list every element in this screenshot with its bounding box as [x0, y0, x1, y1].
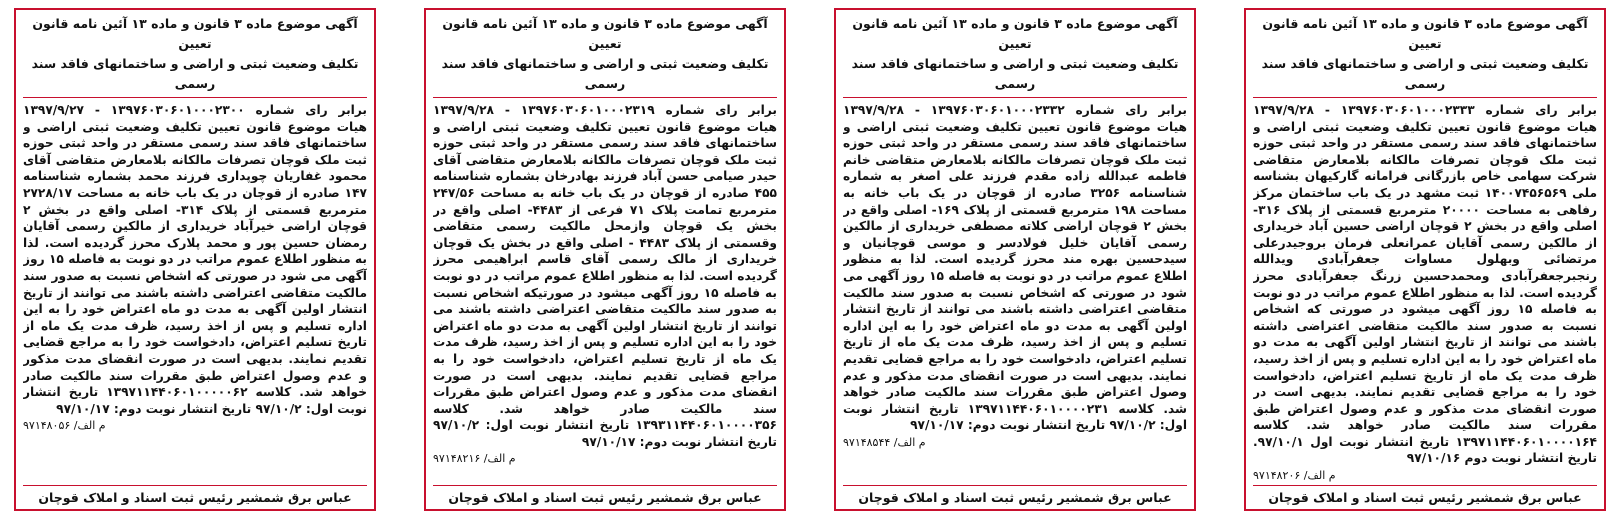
notice-ref: م الف/ ۹۷۱۴۸۲۱۶	[433, 452, 516, 466]
notice-title	[1253, 14, 1597, 98]
notice-body	[1253, 102, 1597, 482]
notice-ref: م الف/ ۹۷۱۴۸۲۰۶	[1253, 469, 1336, 482]
notice-title-line-1: آگهی موضوع ماده ۳ قانون و ماده ۱۳ آئین نامه قانون تعیین	[32, 16, 358, 51]
notice-signature: عباس برق شمشیر رئیس ثبت اسناد و املاک قوچان	[433, 485, 777, 505]
notice-title-line-2: تکلیف وضعیت ثبتی و اراضی و ساختمانهای فاقد سند رسمی	[441, 56, 769, 91]
notice-title	[23, 14, 367, 98]
notice-2	[834, 8, 1196, 511]
notice-body	[433, 102, 777, 482]
notice-1	[1244, 8, 1606, 511]
notice-title-line-2: تکلیف وضعیت ثبتی و اراضی و ساختمانهای فاقد سند رسمی	[31, 56, 359, 91]
notice-text: برابر رای شماره ۱۳۹۷۶۰۳۰۶۰۱۰۰۰۲۳۰۰ - ۱۳۹۷/۹/۲۷ هیات موضوع قانون تعیین تکلیف وضعیت ثبتی اراضی و ساختمانهای فاقد سند رسمی مستقر در واحد ثبتی حوزه ثبت ملک قوچان تصرفات مالکانه بلامعارض متقاضی آقای محمود غفاریان چوپداری فرزند محمد بشماره شناسنامه ۱۴۷ صادره از قوچان در یک باب خانه به مساحت ۲۷۲۸/۱۷ مترمربع قسمتی از پلاک ۳۱۴- اصلی واقع در بخش ۲ قوچان اراضی خیرآباد خریداری از مالکین رسمی آقایان رمضان حسین پور و محمد پلارک محرز گردیده است. لذا به منظور اطلاع عموم مراتب در دو نوبت به فاصله ۱۵ روز آگهی می شود در صورتی که اشخاص نسبت به صدور سند مالکیت متقاضی اعتراضی داشته باشند می توانند از تاریخ انتشار اولین آگهی به مدت دو ماه اعتراض خود را به این اداره تسلیم و پس از اخذ رسید، ظرف مدت یک ماه از تاریخ تسلیم اعتراض، دادخواست خود را به مراجع قضایی تقدیم نمایند. بدیهی است در صورت انقضای مدت مذکور و عدم وصول اعتراض طبق مقررات سند مالکیت صادر خواهد شد. کلاسه ۱۳۹۷۱۱۴۴۰۶۰۱۰۰۰۰۰۶۲ تاریخ انتشار نوبت اول: ۹۷/۱۰/۲ تاریخ انتشار نوبت دوم: ۹۷/۱۰/۱۷	[23, 103, 367, 416]
notice-signature: عباس برق شمشیر رئیس ثبت اسناد و املاک قوچان	[843, 485, 1187, 505]
notice-title-line-1: آگهی موضوع ماده ۳ قانون و ماده ۱۳ آئین نامه قانون تعیین	[1262, 16, 1588, 51]
notice-text: برابر رای شماره ۱۳۹۷۶۰۳۰۶۰۱۰۰۰۲۳۳۲ - ۱۳۹۷/۹/۲۸ هیات موضوع قانون تعیین تکلیف وضعیت ثبتی اراضی و ساختمانهای فاقد سند رسمی مستقر در واحد ثبتی حوزه ثبت ملک قوچان تصرفات مالکانه بلامعارض متقاضی خانم فاطمه عبدالله زاده مقدم فرزند علی اصغر به شماره شناسنامه ۳۲۵۶ صادره از قوچان در یک باب خانه به مساحت ۱۹۸ مترمربع قسمتی از پلاک ۱۶۹- اصلی واقع در بخش ۲ قوچان اراضی کلاته مصطفی خریداری از مالکین رسمی آقایان خلیل فولادسر و موسی قوچانیان و سیدحسین بهره مند محرز گردیده است. لذا به منظور اطلاع عموم مراتب در دو نوبت به فاصله ۱۵ روز آگهی می شود در صورتی که اشخاص نسبت به صدور سند مالکیت متقاضی اعتراضی داشته باشند می توانند از تاریخ انتشار اولین آگهی به مدت دو ماه اعتراض خود را به این اداره تسلیم و پس از اخذ رسید، ظرف مدت یک ماه از تاریخ تسلیم اعتراض، دادخواست خود را به مراجع قضایی تقدیم نمایند. بدیهی است در صورت انقضای مدت مذکور و عدم وصول اعتراض طبق مقررات سند مالکیت صادر خواهد شد. کلاسه ۱۳۹۷۱۱۴۴۰۶۰۱۰۰۰۰۲۳۱ تاریخ انتشار نوبت اول: ۹۷/۱۰/۲ تاریخ انتشار نوبت دوم: ۹۷/۱۰/۱۷	[843, 103, 1187, 433]
notice-text: برابر رای شماره ۱۳۹۷۶۰۳۰۶۰۱۰۰۰۲۳۱۹ - ۱۳۹۷/۹/۲۸ هیات موضوع قانون تعیین تکلیف وضعیت ثبتی اراضی و ساختمانهای فاقد سند رسمی مستقر در واحد ثبتی حوزه ثبت ملک قوچان تصرفات مالکانه بلامعارض متقاضی آقای حیدر صیامی حسن آباد فرزند بهادرخان بشماره شناسنامه ۴۵۵ صادره از قوچان در یک باب خانه به مساحت ۲۴۷/۵۶ مترمربع تمامت پلاک ۷۱ فرعی از ۴۴۸۳- اصلی واقع در بخش یک قوچان وازمحل مالکیت رسمی متقاضی وقسمتی از پلاک ۴۴۸۳ - اصلی واقع در بخش یک قوچان خریداری از مالک رسمی آقای قاسم ابراهیمی محرز گردیده است. لذا به منظور اطلاع عموم مراتب در دو نوبت به فاصله ۱۵ روز آگهی میشود در صورتیکه اشخاص نسبت به صدور سند مالکیت متقاضی اعتراضی داشته باشند می توانند از تاریخ انتشار اولین آگهی به مدت دو ماه اعتراض خود را به این اداره تسلیم و پس از اخذ رسید، ظرف مدت یک ماه از تاریخ تسلیم اعتراض، دادخواست خود را به مراجع قضایی تقدیم نمایند. بدیهی است در صورت انقضای مدت مذکور و عدم وصول اعتراض طبق مقررات سند مالکیت صادر خواهد شد. کلاسه ۱۳۹۳۱۱۴۴۰۶۰۱۰۰۰۰۳۵۶ تاریخ انتشار نوبت اول: ۹۷/۱۰/۲ تاریخ انتشار نوبت دوم: ۹۷/۱۰/۱۷	[433, 103, 777, 449]
notice-signature: عباس برق شمشیر رئیس ثبت اسناد و املاک قوچان	[23, 485, 367, 505]
notice-title	[843, 14, 1187, 98]
notice-ref: م الف/ ۹۷۱۴۸۵۴۴	[843, 435, 926, 449]
notice-body	[843, 102, 1187, 482]
notice-title-line-2: تکلیف وضعیت ثبتی و اراضی و ساختمانهای فاقد سند رسمی	[1261, 56, 1589, 91]
notice-body	[23, 102, 367, 482]
notice-title	[433, 14, 777, 98]
notice-4	[14, 8, 376, 511]
notice-title-line-1: آگهی موضوع ماده ۳ قانون و ماده ۱۳ آئین نامه قانون تعیین	[852, 16, 1178, 51]
notice-text: برابر رای شماره ۱۳۹۷۶۰۳۰۶۰۱۰۰۰۲۳۳۳ - ۱۳۹۷/۹/۲۸ هیات موضوع قانون تعیین تکلیف وضعیت ثبتی اراضی و ساختمانهای فاقد سند رسمی مستقر در واحد ثبتی حوزه ثبت ملک قوچان تصرفات مالکانه بلامعارض متقاضی شرکت سهامی خاص بازرگانی فرامانه گارکیهان بشناسه ملی ۱۴۰۰۷۴۵۶۵۶۹ ثبت مشهد در یک باب ساختمان مرکز رفاهی به مساحت ۲۰۰۰۰ مترمربع قسمتی از پلاک ۳۱۶- اصلی واقع در بخش ۲ قوچان اراضی حسین آباد خریداری از مالکین رسمی آقایان عمرانعلی فرمان بروجیدرعلی مرتضائی وبهلول مساوات جعفرآبادی ویدالله رنجبرجعفرآبادی ومحمدحسین زرنگ جعفرآبادی محرز گردیده است. لذا به منظور اطلاع عموم مراتب در دو نوبت به فاصله ۱۵ روز آگهی میشود در صورتی که اشخاص نسبت به صدور سند مالکیت متقاضی اعتراضی داشته باشند می توانند از تاریخ انتشار اولین آگهی به مدت دو ماه اعتراض خود را به این اداره تسلیم و پس از اخذ رسید، ظرف مدت یک ماه از تاریخ تسلیم اعتراض، دادخواست خود را به مراجع قضایی تقدیم نمایند. بدیهی است در صورت انقضای مدت مذکور و عدم وصول اعتراض طبق مقررات سند مالکیت صادر خواهد شد. کلاسه ۱۳۹۷۱۱۴۴۰۶۰۱۰۰۰۰۱۶۴ تاریخ انتشار نوبت اول ۹۷/۱۰/۱. تاریخ انتشار نوبت دوم ۹۷/۱۰/۱۶	[1253, 103, 1597, 466]
notice-title-line-1: آگهی موضوع ماده ۳ قانون و ماده ۱۳ آئین نامه قانون تعیین	[442, 16, 768, 51]
notice-3	[424, 8, 786, 511]
notice-signature: عباس برق شمشیر رئیس ثبت اسناد و املاک قوچان	[1253, 485, 1597, 505]
notice-ref: م الف/ ۹۷۱۴۸۰۵۶	[23, 419, 106, 433]
notice-title-line-2: تکلیف وضعیت ثبتی و اراضی و ساختمانهای فاقد سند رسمی	[851, 56, 1179, 91]
